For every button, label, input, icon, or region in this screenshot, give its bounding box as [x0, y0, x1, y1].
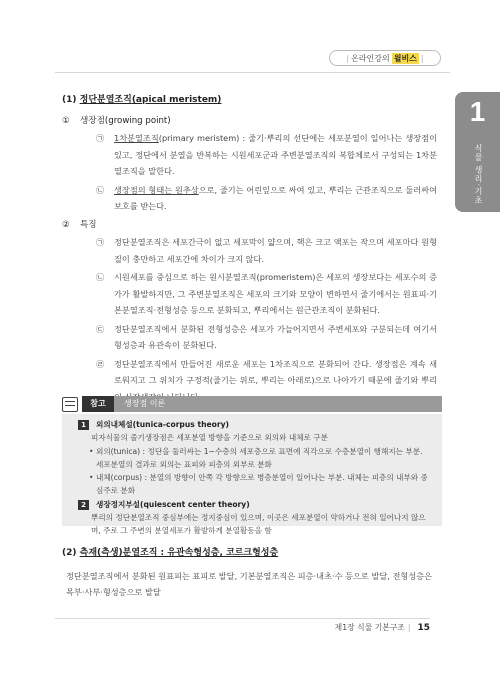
footer-divider: [55, 618, 430, 619]
sub2-title: 특징: [80, 219, 97, 230]
chapter-label: 식물 생리·기초: [474, 144, 483, 206]
list-item: [62, 269, 437, 319]
section2-body: 정단분열조직에서 분화된 원표피는 표피로 발달, 기본분열조직은 피층·내초·수 등으로 발달, 전형성층은 목부·사부·형성층으로 발달: [66, 570, 433, 597]
header-right-mark: |: [420, 53, 424, 63]
chapter-number: 1: [469, 96, 486, 127]
section2-title-rest: : 유관속형성층, 코르크형성층: [157, 548, 279, 558]
sub1-title: 생장점(growing point): [80, 115, 171, 126]
reference-sub-number: 2: [78, 500, 89, 510]
item-marker: ㉡: [96, 184, 105, 195]
item-marker: ㉠: [96, 237, 105, 247]
item-text: 정단분열조직은 세포간극이 없고 세포막이 얇으며, 핵은 크고 액포는 작으며 세포마다 원형질이 충만하고 세포간에 차이가 크지 않다.: [114, 237, 437, 264]
reference-bullet-text: 내체(corpus) : 분열의 방향이 안쪽 각 방향으로 병층분열이 일어나는 부분. 내체는 피층의 내부와 중심주로 분화: [96, 473, 428, 496]
reference-header: [62, 396, 442, 412]
reference-sub-title: 생장정지부설(quiescent center theory): [96, 499, 250, 509]
section1-heading: [62, 92, 437, 109]
item-text: (primary meristem) : 줄기·뿌리의 선단에는 세포분열이 일어나는 생장점이 있고, 정단에서 분열을 반복하는 시원세포군과 주변분열조직의 복합체로서 구성되는 1차분열조직을 말한다.: [114, 133, 437, 176]
section1-title: 정단분열조직: [79, 95, 132, 105]
item-term: 1차분열조직: [114, 133, 159, 143]
item-text: 정단분열조직에서 만들어진 새로운 세포는 1차조직으로 분화되어 간다. 생장점은 계속 새로워지고 그 위치가 구정적(줄기는 위로, 뿌리는 아래로)으로 나아가기 때문에 줄기와 뿌리: [114, 358, 437, 385]
reference-bullet: [78, 445, 428, 472]
item-text: 시원세포를 중심으로 하는 원시분열조직(promeristem)은 세포의 생장보다는 세포수의 증가가 활발하지만, 그 주변분열조직은 세포의 크기와 모양이 변하면서 줄기에서는 원표피·기본분열조직·전형성층 등으로 분화되고, 뿌리에서는 원근관조직이 분화된다.: [114, 272, 437, 315]
sub2-marker: ②: [62, 219, 70, 230]
reference-title: 생장점 이론: [114, 396, 442, 412]
item-term: 생장점의 형태는 원추상: [114, 184, 199, 195]
section2-title: 측재(측생)분열조직: [79, 548, 158, 558]
section1-marker: (1): [62, 95, 77, 105]
header-text: 온라인강의: [351, 53, 390, 63]
reference-tag: 참고: [82, 396, 114, 412]
footer-separator: |: [407, 623, 411, 632]
item-marker: ㉠: [96, 133, 105, 143]
list-item: [62, 321, 437, 354]
list-item: [62, 130, 437, 180]
section1-title-en: (apical meristem): [131, 95, 222, 105]
reference-line: 피자식물의 줄기생장점은 세포분열 방향을 기준으로 외의와 내체로 구분: [91, 433, 328, 443]
item-text: 정단분열조직에서 분화된 전형성층은 세포가 가늘어지면서 주변세포와 구분되는데 여기서 형성층과 유관속이 분화된다.: [114, 323, 437, 350]
reference-sub-heading: [78, 418, 428, 431]
list-item: [62, 234, 437, 267]
header-left-mark: |: [346, 53, 350, 63]
book-icon: [62, 397, 78, 412]
sub2-heading: [62, 217, 437, 234]
sub1-heading: [62, 113, 437, 130]
section-apical-meristem: [62, 92, 437, 407]
reference-sub-heading: [78, 498, 428, 511]
item-marker: ㉣: [96, 358, 105, 369]
reference-bullet-text: 외의(tunica) : 정단을 둘러싸는 1~수층의 세포층으로 표면에 직각으로 수층분열이 행해지는 부분. 세포분열의 결과로 외의는 표피와 피층의 외부로 분화: [96, 446, 423, 469]
reference-box: [62, 414, 442, 536]
footer-chapter: 제1장 식물 기본구조: [334, 623, 405, 632]
footer: [300, 622, 430, 633]
reference-bullet: [78, 471, 428, 498]
bullet-dot-icon: •: [89, 473, 94, 483]
item-marker: ㉢: [96, 323, 105, 334]
header-divider: [55, 72, 450, 73]
sub1-marker: ①: [62, 115, 70, 126]
reference-sub-number: 1: [78, 420, 89, 430]
item-marker: ㉡: [96, 272, 105, 282]
reference-content: [78, 418, 428, 538]
header-highlight: 윌비스: [393, 53, 417, 63]
chapter-side-tab: [455, 92, 500, 212]
list-item: [62, 182, 437, 215]
reference-sub-title: 외의내체설(tunica-corpus theory): [96, 420, 230, 429]
reference-line: 뿌리의 정단분열조직 중심부에는 정지중심이 있으며, 이곳은 세포분열이 약하거나 전혀 일어나지 않으며, 주로 그 주변의 분열세포가 활발하게 분열활동을 함: [91, 513, 426, 536]
section-lateral-meristem: [62, 545, 437, 601]
header-course-label: [329, 50, 441, 66]
section2-heading: [62, 545, 437, 562]
section2-marker: (2): [62, 548, 77, 558]
page-number: 15: [417, 623, 430, 633]
bullet-dot-icon: •: [89, 446, 94, 456]
item-text: 으로, 줄기는 어린잎으로 싸여 있고, 뿌리는 근관조직으로 둘러싸여 보호를 받는다.: [114, 184, 437, 211]
